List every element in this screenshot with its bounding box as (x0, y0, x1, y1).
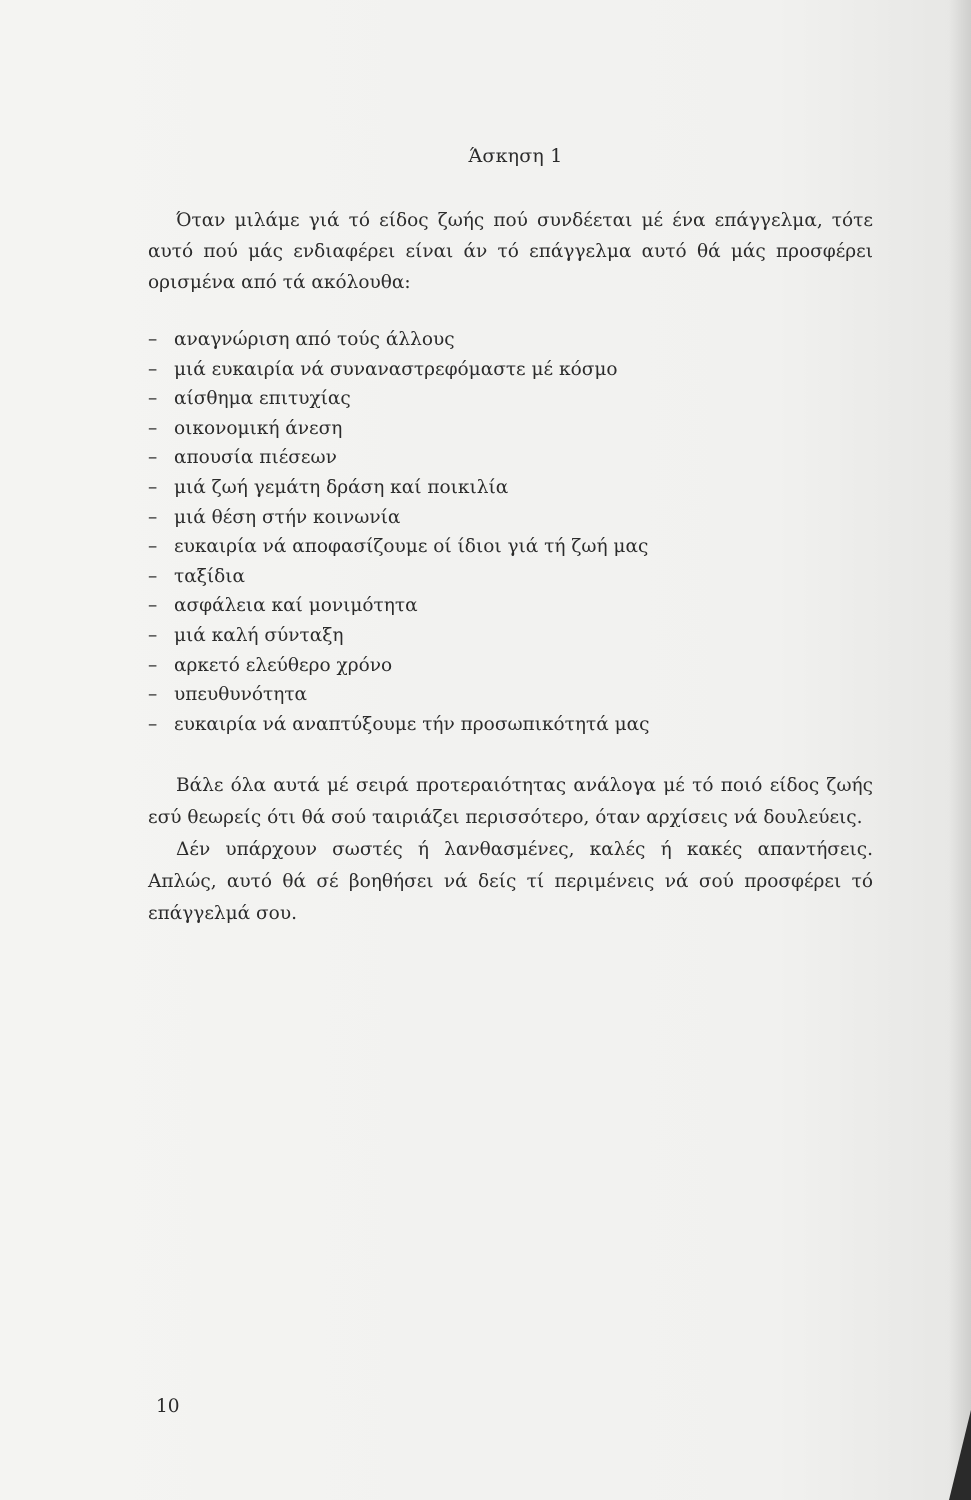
list-item-text: μιά καλή σύνταξη (174, 624, 344, 646)
list-item (148, 384, 649, 414)
list-item-text: οικονομική άνεση (174, 417, 343, 439)
list-item-text: ευκαιρία νά αποφασίζουμε οί ίδιοι γιά τή ζωή μας (174, 536, 649, 558)
intro-text: Όταν μιλάμε γιά τό είδος ζωής πού συνδέεται μέ ένα επάγγελμα, τότε αυτό πού μάς ενδιαφέρει είναι άν τό επάγγελμα αυτό θά μάς προσφέρει ορισμένα από τά ακόλουθα: (148, 210, 873, 293)
list-item-text: ασφάλεια καί μονιμότητα (174, 595, 418, 617)
list-item (148, 473, 649, 503)
list-dash: – (148, 506, 158, 528)
list-item (148, 591, 649, 621)
list-dash: – (148, 329, 158, 350)
list-dash: – (148, 388, 158, 410)
list-dash: – (148, 595, 158, 617)
list-item (148, 532, 649, 562)
list-dash: – (148, 417, 158, 439)
exercise-title: Άσκηση 1 (468, 145, 563, 167)
page-number: 10 (156, 1396, 180, 1417)
intro-paragraph (148, 205, 873, 298)
list-dash: – (148, 358, 158, 380)
list-dash: – (148, 713, 158, 735)
list-dash: – (148, 476, 158, 498)
list-item (148, 562, 649, 592)
list-item (148, 621, 649, 651)
list-dash: – (148, 624, 158, 646)
closing-text (148, 770, 873, 930)
page-corner-mark (949, 1410, 971, 1500)
list-item-text: μιά θέση στήν κοινωνία (174, 506, 401, 528)
closing-paragraph-1: Βάλε όλα αυτά μέ σειρά προτεραιότητας ανάλογα μέ τό ποιό είδος ζωής εσύ θεωρείς ότι θά σού ταιριάζει περισσότερο, όταν αρχίσεις νά δουλεύεις. (148, 775, 873, 828)
list-item-text: μιά ευκαιρία νά συναναστρεφόμαστε μέ κόσμο (174, 358, 618, 380)
list-item-text: μιά ζωή γεμάτη δράση καί ποικιλία (174, 476, 509, 498)
list-item-text: απουσία πιέσεων (174, 447, 337, 469)
list-item-text: υπευθυνότητα (174, 684, 308, 706)
list-item-text: ταξίδια (174, 565, 246, 587)
list-item (148, 325, 649, 355)
list-item (148, 710, 649, 740)
list-item (148, 680, 649, 710)
list-item (148, 503, 649, 533)
list-item (148, 443, 649, 473)
list-item-text: ευκαιρία νά αναπτύξουμε τήν προσωπικότητά μας (174, 713, 650, 735)
list-item-text: αναγνώριση από τούς άλλους (174, 329, 455, 350)
options-list (148, 325, 649, 739)
list-item (148, 355, 649, 385)
list-item-text: αρκετό ελεύθερο χρόνο (174, 654, 393, 676)
page-edge-shadow (949, 0, 971, 1500)
list-dash: – (148, 684, 158, 706)
list-item-text: αίσθημα επιτυχίας (174, 388, 351, 410)
list-item (148, 414, 649, 444)
list-dash: – (148, 654, 158, 676)
closing-paragraph-2: Δέν υπάρχουν σωστές ή λανθασμένες, καλές ή κακές απαντήσεις. Απλώς, αυτό θά σέ βοηθήσει νά δείς τί περιμένεις νά σού προσφέρει τό επάγγελμά σου. (148, 839, 873, 924)
list-item (148, 651, 649, 681)
list-dash: – (148, 565, 158, 587)
list-dash: – (148, 536, 158, 558)
list-dash: – (148, 447, 158, 469)
